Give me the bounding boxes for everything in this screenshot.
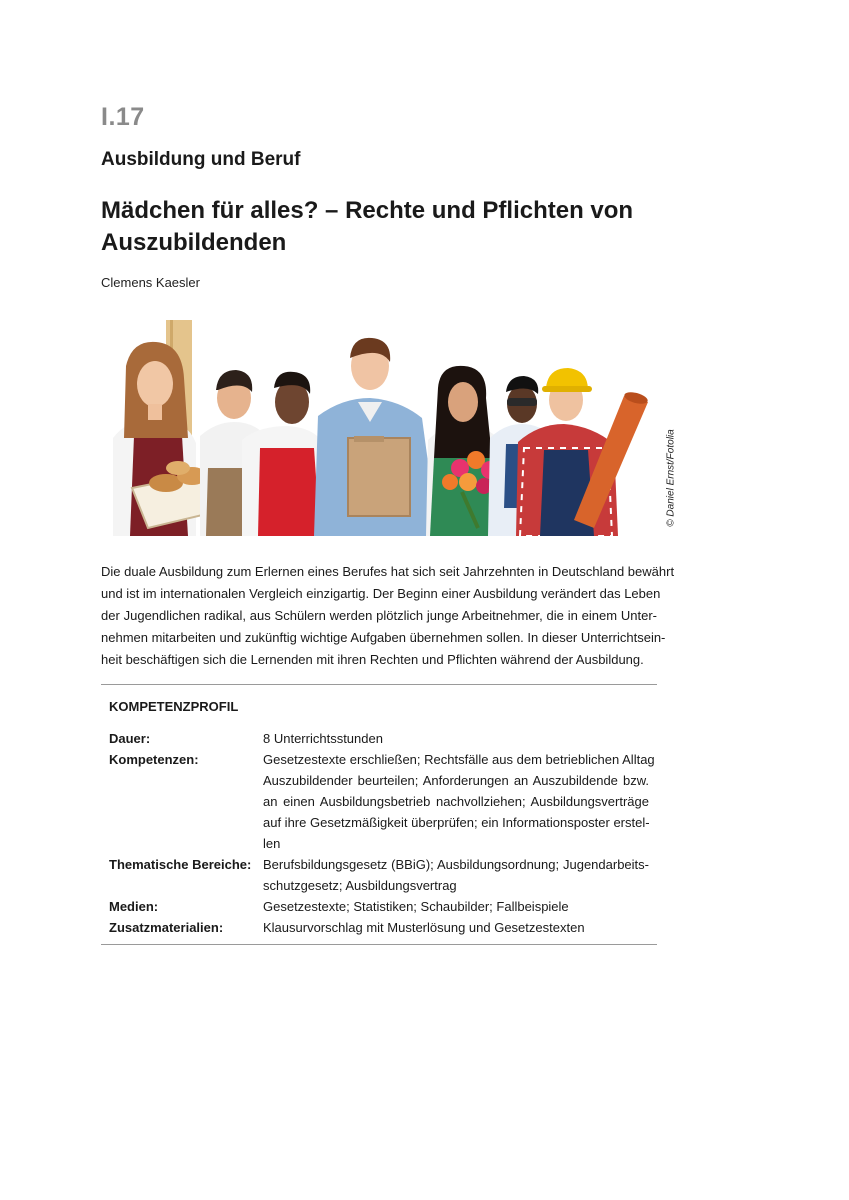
profile-label: Kompetenzen:	[109, 752, 199, 767]
intro-paragraph	[101, 561, 675, 671]
page-number: I.17	[101, 103, 145, 131]
profile-value-line: 8 Unterrichtsstunden	[263, 731, 383, 746]
profile-label: Dauer:	[109, 731, 151, 746]
profile-label: Zusatzmaterialien:	[109, 920, 224, 935]
intro-line: nehmen mitarbeiten und zukünftig wichtige Aufgaben übernehmen sollen. In dieser Unterrichtsein-	[101, 630, 666, 645]
profile-value-line: Berufsbildungsgesetz (BBiG); Ausbildungsordnung; Jugendarbeits-	[263, 857, 649, 872]
author-name: Clemens Kaesler	[101, 275, 200, 290]
intro-line: der Jugendlichen radikal, aus Schülern werden plötzlich junge Arbeitnehmer, die in einem Unter-	[101, 608, 657, 623]
profile-value	[263, 917, 649, 938]
profile-label: Thematische Bereiche:	[109, 857, 252, 872]
profile-value	[263, 896, 649, 917]
title-line: Mädchen für alles? – Rechte und Pflichten von	[101, 197, 634, 224]
profile-value-line: auf ihre Gesetzmäßigkeit überprüfen; ein Informationsposter erstel-	[263, 815, 650, 830]
intro-line: und ist im internationalen Vergleich einzigartig. Der Beginn einer Ausbildung verändert das Leben	[101, 586, 661, 601]
profile-value-line: Gesetzestexte; Statistiken; Schaubilder; Fallbeispiele	[263, 899, 569, 914]
person-cook	[242, 372, 322, 536]
person-plumber	[516, 368, 649, 536]
section-title: Ausbildung und Beruf	[101, 149, 301, 170]
profile-value-line: Gesetzestexte erschließen; Rechtsfälle aus dem betrieblichen Alltag	[263, 752, 655, 767]
profile-value-line: Auszubildender beurteilen; Anforderungen an Auszubildende bzw.	[263, 773, 649, 788]
apprentices-photo	[108, 318, 653, 536]
profile-value-line: schutzgesetz; Ausbildungsvertrag	[263, 878, 457, 893]
profile-heading: KOMPETENZPROFIL	[109, 699, 239, 714]
profile-value	[263, 728, 649, 749]
intro-line: heit beschäftigen sich die Lernenden mit ihren Rechten und Pflichten während der Ausbildung.	[101, 652, 644, 667]
profile-value-line: Klausurvorschlag mit Musterlösung und Gesetzestexten	[263, 920, 585, 935]
profile-value	[263, 749, 655, 854]
title-line: Auszubildenden	[101, 229, 287, 256]
intro-line: Die duale Ausbildung zum Erlernen eines Berufes hat sich seit Jahrzehnten in Deutschland bewährt	[101, 564, 675, 579]
profile-value	[263, 854, 649, 896]
photo-credit-text: © Daniel Ernst/Fotolia	[665, 429, 677, 527]
profile-value-line: an einen Ausbildungsbetrieb nachvollziehen; Ausbildungsverträge	[263, 794, 649, 809]
person-office-worker	[314, 338, 438, 536]
profile-value-line: len	[263, 836, 281, 851]
competence-profile	[101, 684, 657, 945]
photo-credit	[664, 418, 678, 538]
page-title	[101, 195, 701, 259]
profile-label: Medien:	[109, 899, 159, 914]
